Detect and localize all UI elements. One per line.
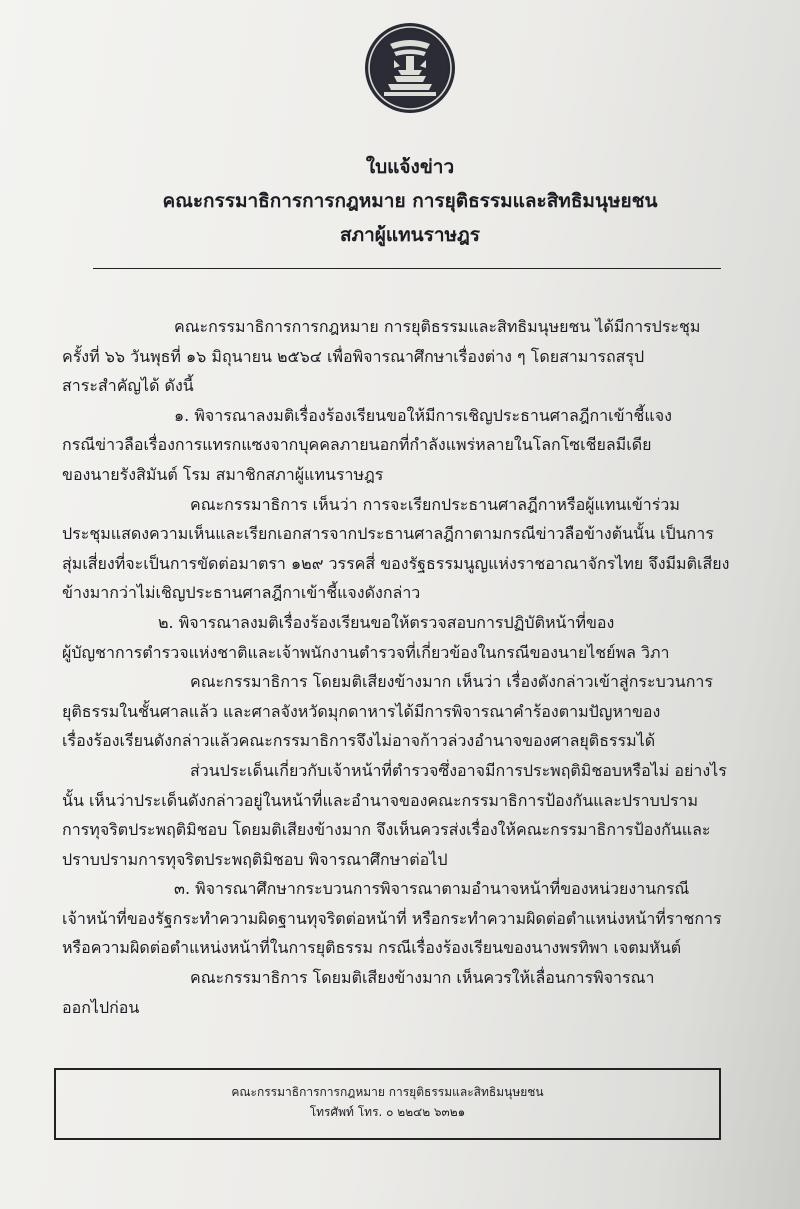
committee-name: คณะกรรมาธิการการกฎหมาย การยุติธรรมและสิทธิมนุษยชน	[162, 190, 658, 212]
body-line: ผู้บัญชาการตำรวจแห่งชาติและเจ้าพนักงานตำรวจที่เกี่ยวข้องในกรณีของนายไชย์พล วิภา	[62, 642, 670, 662]
body-line: กรณีข่าวลือเรื่องการแทรกแซงจากบุคคลภายนอกที่กำลังแพร่หลายในโลกโซเชียลมีเดีย	[62, 435, 652, 455]
footer-phone: โทรศัพท์ โทร. ๐ ๒๒๔๒ ๖๓๒๑	[309, 1105, 466, 1119]
contact-box	[54, 1068, 721, 1140]
body-line: ๒. พิจารณาลงมติเรื่องร้องเรียนขอให้ตรวจสอบการปฏิบัติหน้าที่ของ	[158, 612, 615, 632]
body-line: ปราบปรามการทุจริตประพฤติมิชอบ พิจารณาศึกษาต่อไป	[62, 849, 448, 869]
body-text	[62, 312, 782, 1022]
body-line: ออกไปก่อน	[62, 997, 140, 1017]
body-line: ๑. พิจารณาลงมติเรื่องร้องเรียนขอให้มีการเชิญประธานศาลฎีกาเข้าชี้แจง	[174, 405, 672, 425]
body-line: ของนายรังสิมันต์ โรม สมาชิกสภาผู้แทนราษฎร	[62, 464, 384, 484]
body-line: ประชุมแสดงความเห็นและเรียกเอกสารจากประธานศาลฎีกาตามกรณีข่าวลือข้างต้นนั้น เป็นการ	[62, 524, 714, 544]
body-line: หรือความผิดต่อตำแหน่งหน้าที่ในการยุติธรรม กรณีเรื่องร้องเรียนของนางพรทิพา เจตมหันต์	[62, 938, 682, 958]
body-line: ครั้งที่ ๖๖ วันพุธที่ ๑๖ มิถุนายน ๒๕๖๔ เพื่อพิจารณาศึกษาเรื่องต่าง ๆ โดยสามารถสรุป	[62, 346, 645, 366]
body-line: คณะกรรมาธิการ โดยมติเสียงข้างมาก เห็นควรให้เลื่อนการพิจารณา	[190, 968, 655, 988]
header	[0, 150, 800, 252]
body-line: นั้น เห็นว่าประเด็นดังกล่าวอยู่ในหน้าที่และอำนาจของคณะกรรมาธิการป้องกันและปราบปราม	[62, 790, 699, 810]
body-line: ยุติธรรมในชั้นศาลแล้ว และศาลจังหวัดมุกดาหารได้มีการพิจารณาคำร้องตามปัญหาของ	[62, 701, 661, 721]
body-line: สาระสำคัญได้ ดังนี้	[62, 376, 194, 396]
parliament-emblem-icon	[364, 22, 456, 114]
body-line: ส่วนประเด็นเกี่ยวกับเจ้าหน้าที่ตำรวจซึ่งอาจมีการประพฤติมิชอบหรือไม่ อย่างไร	[190, 760, 727, 780]
body-line: ข้างมากว่าไม่เชิญประธานศาลฎีกาเข้าชี้แจงดังกล่าว	[62, 583, 421, 603]
body-line: การทุจริตประพฤติมิชอบ โดยมติเสียงข้างมาก จึงเห็นควรส่งเรื่องให้คณะกรรมาธิการป้องกันและ	[62, 820, 711, 840]
body-line: สุ่มเสี่ยงที่จะเป็นการขัดต่อมาตรา ๑๒๙ วรรคสี่ ของรัฐธรรมนูญแห่งราชอาณาจักรไทย จึงมีมติเสียง	[62, 553, 730, 573]
body-line: เจ้าหน้าที่ของรัฐกระทำความผิดฐานทุจริตต่อหน้าที่ หรือกระทำความผิดต่อตำแหน่งหน้าที่ราชการ	[62, 908, 722, 928]
body-line: เรื่องร้องเรียนดังกล่าวแล้วคณะกรรมาธิการจึงไม่อาจก้าวล่วงอำนาจของศาลยุติธรรมได้	[62, 731, 656, 751]
header-divider	[93, 268, 721, 269]
body-line: คณะกรรมาธิการ โดยมติเสียงข้างมาก เห็นว่า เรื่องดังกล่าวเข้าสู่กระบวนการ	[190, 672, 713, 692]
body-line: ๓. พิจารณาศึกษากระบวนการพิจารณาตามอำนาจหน้าที่ของหน่วยงานกรณี	[174, 879, 690, 899]
footer-committee: คณะกรรมาธิการการกฎหมาย การยุติธรรมและสิทธิมนุษยชน	[231, 1085, 544, 1099]
body-line: คณะกรรมาธิการการกฎหมาย การยุติธรรมและสิทธิมนุษยชน ได้มีการประชุม	[174, 317, 701, 336]
document-title: ใบแจ้งข่าว	[365, 156, 455, 178]
body-line: คณะกรรมาธิการ เห็นว่า การจะเรียกประธานศาลฎีกาหรือผู้แทนเข้าร่วม	[190, 494, 680, 514]
house-name: สภาผู้แทนราษฎร	[339, 224, 481, 246]
